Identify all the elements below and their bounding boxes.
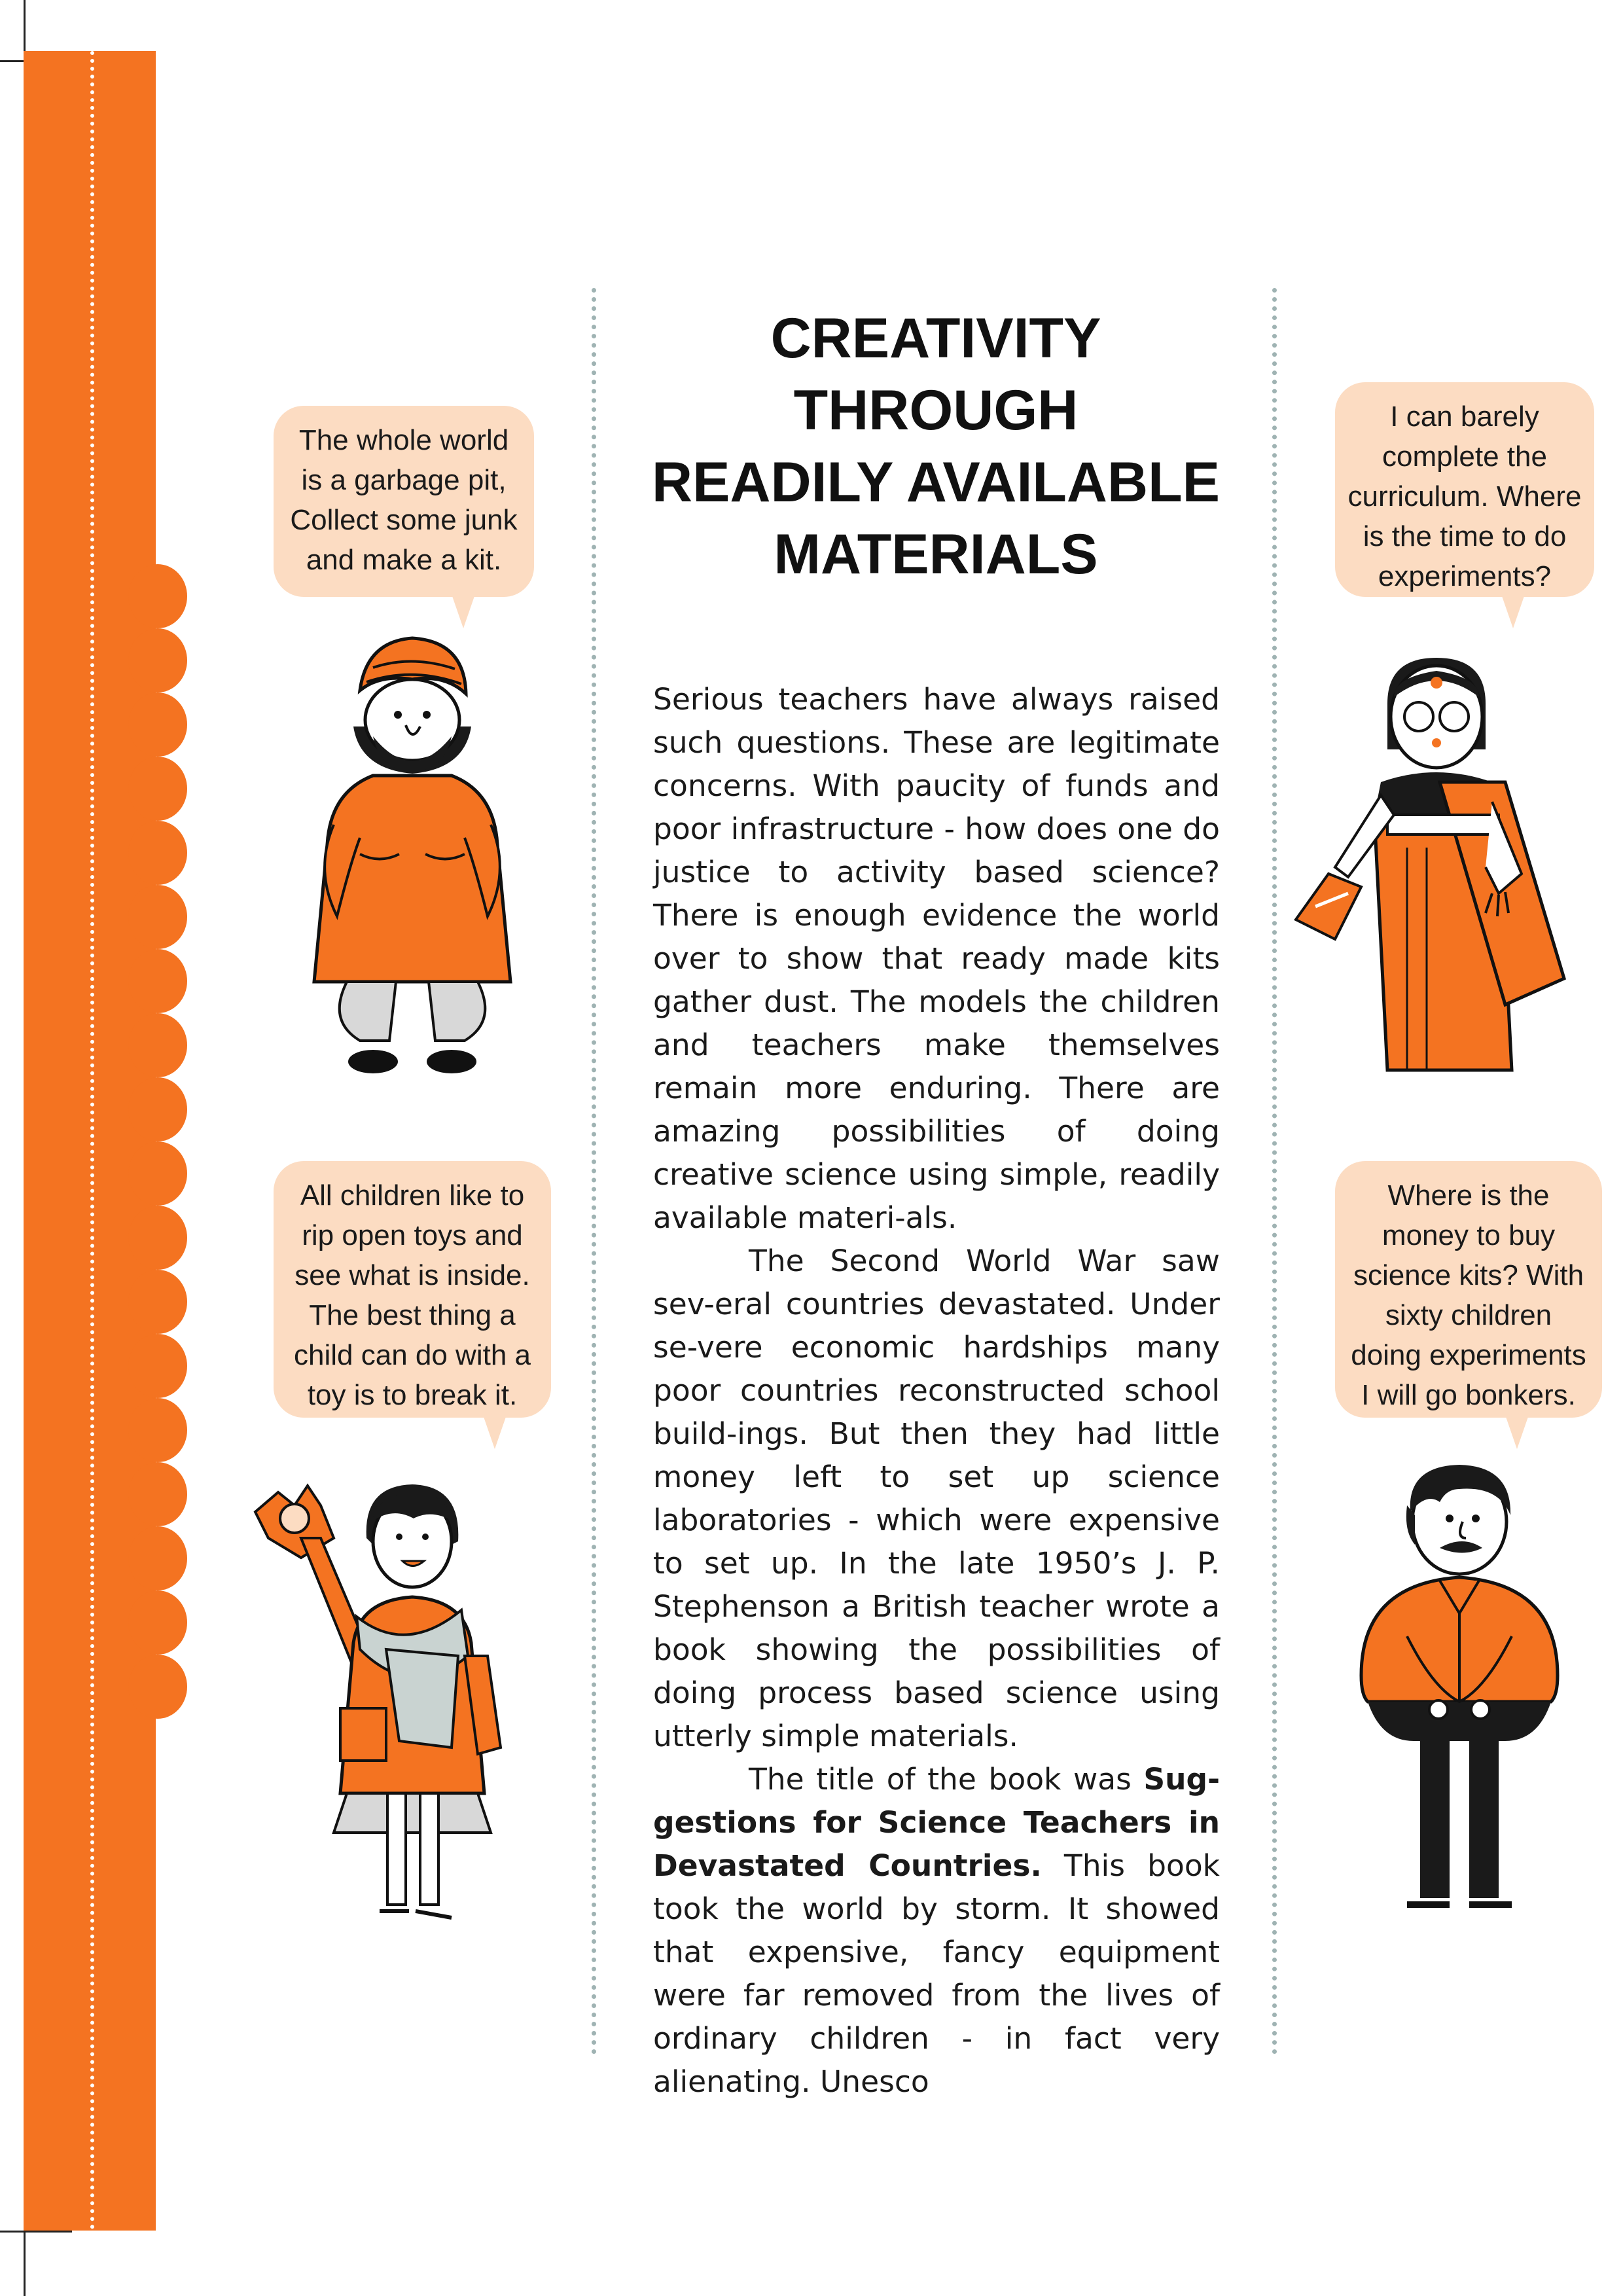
- bubble-line: complete the: [1382, 440, 1547, 473]
- bubble-line: is a garbage pit,: [301, 464, 507, 496]
- bubble-line: is the time to do: [1363, 520, 1567, 552]
- bubble-line: experiments?: [1378, 560, 1552, 592]
- article-paragraph-3: [653, 1758, 1220, 2104]
- bubble-line: doing experiments: [1351, 1339, 1586, 1371]
- left-decorative-band: [24, 51, 156, 2231]
- bubble-tail: [452, 594, 475, 628]
- bubble-line: I can barely: [1390, 401, 1539, 433]
- left-column-rule: [592, 288, 596, 2055]
- bubble-line: money to buy: [1382, 1219, 1556, 1251]
- title-line-1: CREATIVITY: [770, 307, 1101, 370]
- book-title: Sug-gestions for Science Teachers in Devastated Countries.: [653, 1762, 1220, 1883]
- right-column-rule: [1272, 288, 1277, 2055]
- speech-bubble-top-left: [274, 406, 534, 597]
- bubble-line: science kits? With: [1353, 1259, 1584, 1291]
- bubble-line: curriculum. Where: [1347, 480, 1582, 512]
- article-paragraph-1: Serious teachers have always raised such questions. These are legitimate concerns. With paucity of funds and poor infrastructure - how does one do justice to activity based science? There is enough evidence the world over to show that ready made kits gather dust. The models the children and teachers make themselves remain more enduring. There are amazing possibilities of doing creative science using simple, readily available materi-als.: [653, 682, 1220, 1235]
- woman-in-sari-illustration: [1289, 651, 1590, 1096]
- bubble-tail: [1501, 594, 1525, 628]
- article-body: [653, 678, 1220, 2104]
- bubble-line: Collect some junk: [290, 504, 518, 536]
- bubble-line: Where is the: [1387, 1179, 1550, 1211]
- bubble-line: see what is inside.: [294, 1259, 530, 1291]
- bubble-line: toy is to break it.: [307, 1379, 518, 1411]
- crop-mark-bottom-left: [24, 2224, 26, 2296]
- bubble-line: and make a kit.: [306, 544, 502, 576]
- speech-bubble-bottom-right: [1335, 1161, 1602, 1418]
- bubble-line: sixty children: [1385, 1299, 1552, 1331]
- title-line-4: MATERIALS: [774, 523, 1098, 586]
- bubble-line: child can do with a: [294, 1339, 531, 1371]
- speech-bubble-top-right: [1335, 382, 1594, 597]
- page-title: [648, 302, 1224, 590]
- p3-text-after: This book took the world by storm. It showed that expensive, fancy equipment were far removed from the lives of ordinary children - in fact very alienating. Unesco: [653, 1848, 1221, 2099]
- girl-with-broken-toy-illustration: [242, 1460, 530, 1931]
- bubble-tail: [1505, 1415, 1529, 1449]
- turbaned-man-illustration: [275, 628, 550, 1086]
- crop-mark-bottom-left-h: [0, 2231, 72, 2233]
- article-paragraph-2: The Second World War saw sev-eral countries devastated. Under se-vere economic hardships many poor countries reconstructed school build-ings. But then they had little money left to set up science laboratories - which were expensive to set up. In the late 1950’s J. P. Stephenson a British teacher wrote a book showing the possibilities of doing process based science using utterly simple materials.: [653, 1244, 1220, 1753]
- bubble-tail: [483, 1415, 507, 1449]
- bubble-line: rip open toys and: [302, 1219, 523, 1251]
- bubble-line: All children like to: [300, 1179, 525, 1211]
- man-with-mustache-illustration: [1342, 1453, 1577, 1924]
- bubble-line: I will go bonkers.: [1361, 1379, 1576, 1411]
- title-line-2: THROUGH: [793, 379, 1079, 442]
- bubble-line: The best thing a: [309, 1299, 516, 1331]
- band-dotted-line: [90, 51, 94, 2231]
- bubble-line: The whole world: [298, 424, 509, 456]
- speech-bubble-bottom-left: [274, 1161, 551, 1418]
- title-line-3: READILY AVAILABLE: [651, 451, 1221, 514]
- p3-text-before: The title of the book was: [749, 1762, 1144, 1797]
